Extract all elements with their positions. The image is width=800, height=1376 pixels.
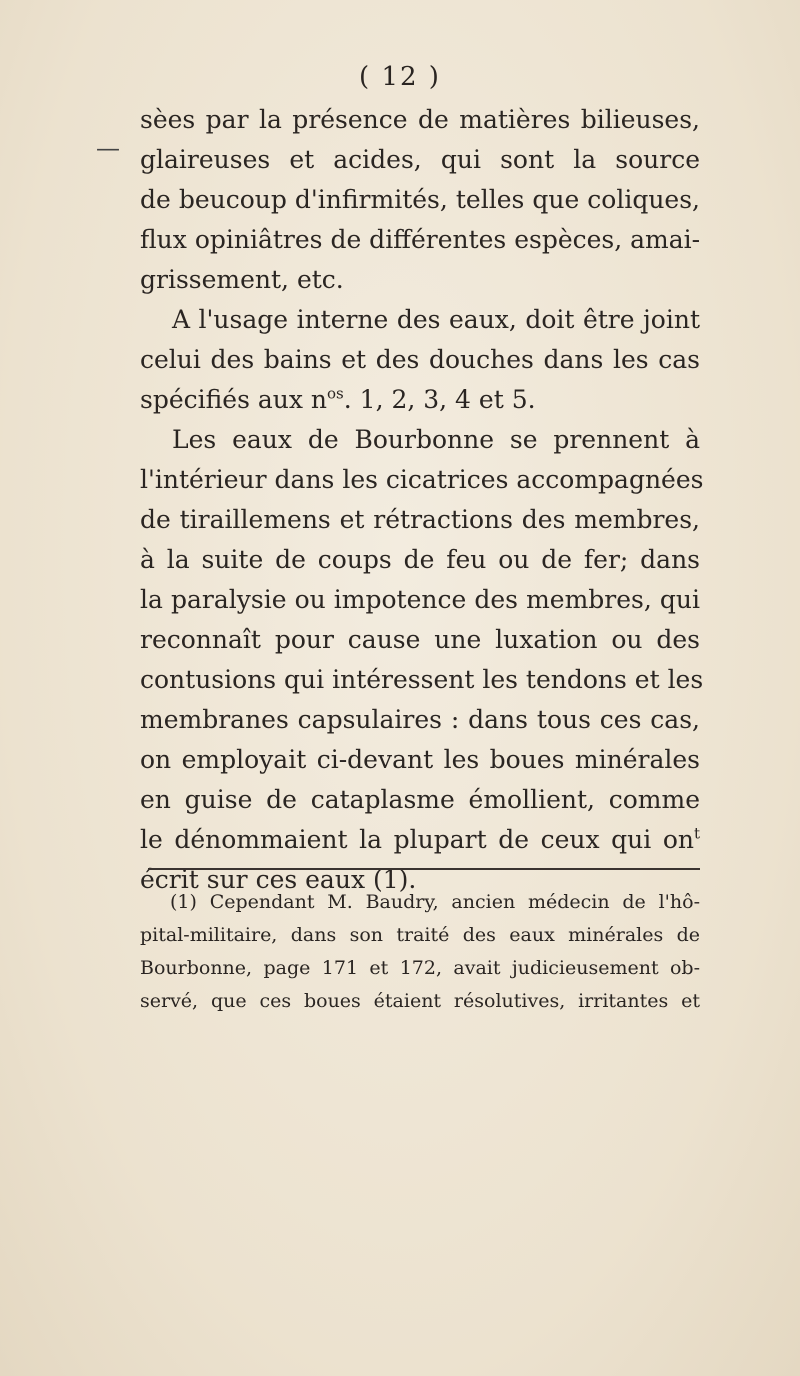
- text-line: de beucoup d'infirmités, telles que coliques,: [140, 185, 700, 214]
- text-fragment: . 1, 2, 3, 4 et 5.: [343, 385, 536, 414]
- superscript: t: [693, 824, 700, 843]
- text-line: Les eaux de Bourbonne se prennent à: [172, 425, 700, 454]
- footnote-line: (1) Cependant M. Baudry, ancien médecin de l'hô-: [170, 891, 700, 913]
- page-number: ( 12 ): [359, 62, 441, 92]
- text-line: la paralysie ou impotence des membres, qui: [140, 585, 700, 614]
- text-line: de tiraillemens et rétractions des membres,: [140, 505, 700, 534]
- text-line: contusions qui intéressent les tendons et les: [140, 665, 704, 694]
- footnote-line: servé, que ces boues étaient résolutives, irritantes et: [140, 990, 700, 1012]
- text-fragment: spécifiés aux n: [140, 385, 328, 414]
- text-line: glaireuses et acides, qui sont la source: [140, 145, 700, 174]
- text-line: reconnaît pour cause une luxation ou des: [140, 625, 700, 654]
- text-line: en guise de cataplasme émollient, comme: [140, 785, 700, 814]
- text-line: flux opiniâtres de différentes espèces, amai-: [140, 225, 701, 254]
- text-fragment: le dénommaient la plupart de ceux qui on: [140, 825, 694, 854]
- text-line: membranes capsulaires : dans tous ces cas,: [140, 705, 700, 734]
- text-line: [140, 380, 700, 420]
- text-line: on employait ci-devant les boues minérales: [140, 745, 700, 774]
- text-line: l'intérieur dans les cicatrices accompagnées: [140, 465, 704, 494]
- footnote: [140, 886, 700, 1018]
- footnote-line: Bourbonne, page 171 et 172, avait judicieusement ob-: [140, 957, 700, 979]
- text-line: écrit sur ces eaux (1).: [140, 865, 417, 894]
- text-line: sèes par la présence de matières bilieuses,: [140, 105, 700, 134]
- text-line: grissement, etc.: [140, 265, 344, 294]
- footnote-line: pital-militaire, dans son traité des eaux minérales de: [140, 924, 700, 946]
- superscript: os: [327, 384, 344, 403]
- footnote-divider: [148, 868, 700, 870]
- margin-mark: —: [96, 134, 120, 162]
- text-line: celui des bains et des douches dans les cas: [140, 345, 700, 374]
- text-line: A l'usage interne des eaux, doit être joint: [172, 305, 700, 334]
- body-text: [140, 100, 704, 900]
- text-line: à la suite de coups de feu ou de fer; dans: [140, 545, 700, 574]
- text-line: [140, 820, 700, 860]
